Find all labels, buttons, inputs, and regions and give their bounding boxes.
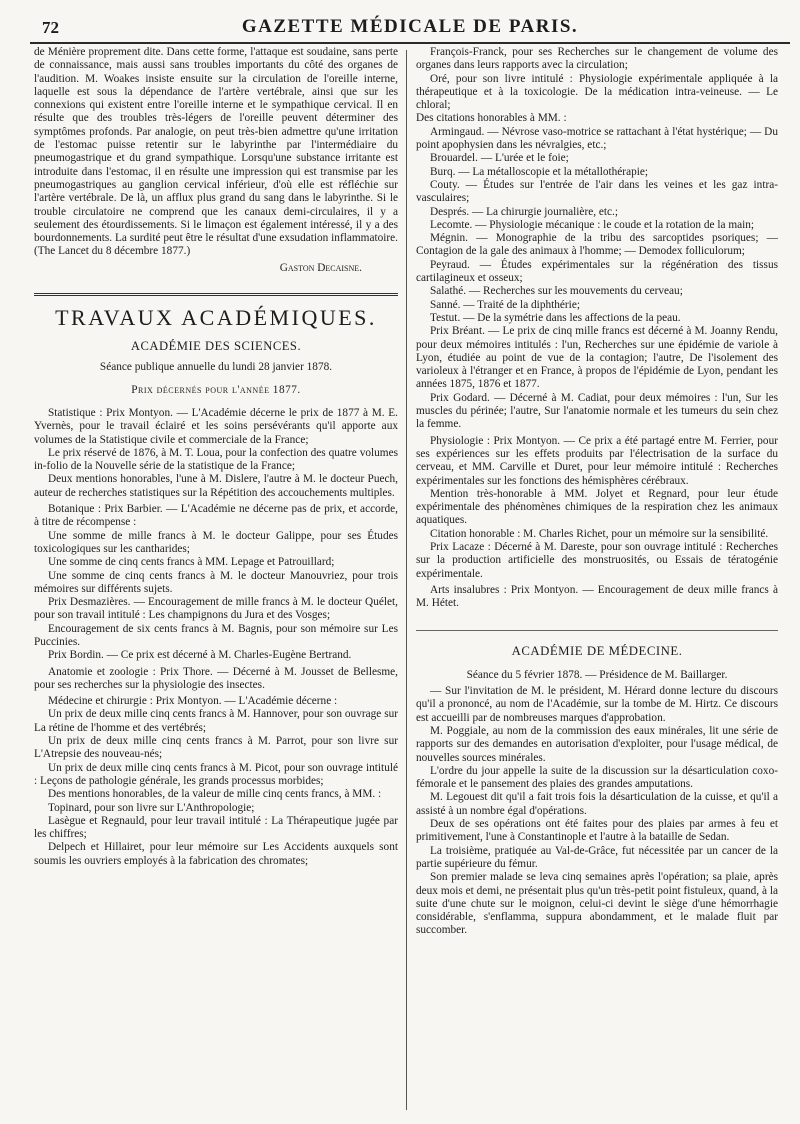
prize-paragraph: Citation honorable : M. Charles Richet, pour un mémoire sur la sensibilité.	[430, 527, 769, 540]
prize-paragraph: Une somme de mille francs à M. le docteur Galippe, pour ses Études toxicologiques sur les cantharides;	[34, 529, 398, 555]
proceedings-paragraph: L'ordre du jour appelle la suite de la discussion sur la désarticulation coxo-fémorale et le pansement des plaies des grandes amputations.	[416, 764, 778, 791]
prize-medecine: Médecine et chirurgie : Prix Montyon. — L'Académie décerne :	[48, 695, 338, 708]
prize-paragraph: François-Franck, pour ses Recherches sur le changement de volume des organes dans leurs rapports avec la circulation;	[416, 46, 778, 72]
proceedings-paragraph: La troisième, pratiquée au Val-de-Grâce, fut nécessitée par un cancer de la partie supérieure du fémur.	[416, 844, 778, 870]
column-divider	[406, 50, 407, 1110]
citation-item: Mégnin. — Monographie de la tribu des sarcoptides psoriques; — Contagion de la gale des animaux à l'homme; — Demodex folliculorum;	[416, 232, 778, 258]
proceedings-paragraph: Deux de ses opérations ont été faites pour des plaies par armes à feu et primitivement, l'une à Constantinople et l'autre à la bataille de Sedan.	[416, 818, 778, 844]
proceedings-paragraph: M. Legouest dit qu'il a fait trois fois la désarticulation de la cuisse, et qu'il a assisté à un nombre égal d'opérations.	[416, 791, 778, 817]
prize-paragraph: Le prix réservé de 1876, à M. T. Loua, pour la confection des quatre volumes in-folio de la Nouvelle série de la statistique de la France;	[34, 446, 398, 473]
page-header	[30, 8, 790, 44]
citation-item: Lecomte. — Physiologie mécanique : le coude et la rotation de la main;	[430, 218, 755, 231]
prize-statistique: Statistique : Prix Montyon. — L'Académie décerne le prix de 1877 à M. E. Yvernès, pour le travail éclairé et les soins persévérants qu'il apporte aux volumes de la Statistique civile et commerciale de la France;	[34, 406, 398, 446]
prize-paragraph: Topinard, pour son livre sur L'Anthropologie;	[48, 801, 255, 814]
right-column	[416, 46, 778, 1116]
proceedings-paragraph: M. Poggiale, au nom de la commission des eaux minérales, lit une série de rapports sur des demandes en autorisation d'exploiter, pour l'usage médical, de nouvelles sources minérales.	[416, 724, 778, 764]
author-signature: Gaston Decaisne.	[279, 261, 362, 274]
citations-heading: Des citations honorables à MM. :	[416, 112, 567, 125]
session-line: Séance du 5 février 1878. — Présidence de M. Baillarger.	[466, 668, 728, 681]
citation-item: Armingaud. — Névrose vaso-motrice se rattachant à l'état hystérique; — Du point apophysien dans les névralgies, etc.;	[416, 125, 778, 152]
article-paragraph: de Ménière proprement dite. Dans cette forme, l'attaque est soudaine, sans perte de connaissance, mais aussi sans troubles importants du côté des organes de l'audition. M. Woakes insiste ensuite sur la circulation de l'oreille interne, laquelle est sous la dépendance de l'artère vertébrale, ainsi que sur les connexions qui existent entre l'oreille interne et le sympathique cervical. Il en résulte que des troubles très-légers de l'oreille peuvent déterminer des symptômes profonds. Par analogie, on peut très-bien admettre qu'une irritation de l'estomac puisse retentir sur le labyrinthe par l'intermédiaire du pneumogastrique et du grand sympathique. Lorsqu'une substance irritante est introduite dans l'estomac, il en résulte une impression qui est transmise par les pneumogastriques au ganglion cervical inférieur, d'où elle est réfléchie sur l'artère vertébrale. De là, un afflux plus grand du sang dans le labyrinthe. Si le trouble circulatoire ne comprend que les canaux demi-circulaires, il y a seulement des étourdissements. Si le limaçon est également intéressé, il y a des bourdonnements. La surdité peut être le résultat d'une exsudation inflammatoire. (The Lancet du 8 décembre 1877.)	[34, 46, 398, 258]
citation-item: Sanné. — Traité de la diphthérie;	[430, 298, 580, 311]
citation-item: Brouardel. — L'urée et le foie;	[430, 152, 569, 165]
citation-item: Salathé. — Recherches sur les mouvements du cerveau;	[430, 285, 683, 298]
prize-paragraph: Un prix de deux mille cinq cents francs à M. Picot, pour son ouvrage intitulé : Leçons de pathologie générale, les grands processus morbides;	[34, 761, 398, 787]
prize-paragraph: Deux mentions honorables, l'une à M. Dislere, l'autre à M. le docteur Puech, auteur de recherches statistiques sur la Répétition des accouchements multiples.	[34, 473, 398, 499]
section-divider	[416, 630, 778, 631]
prize-paragraph: Une somme de cinq cents francs à M. le docteur Manouvriez, pour trois mémoires sur différents sujets.	[34, 569, 398, 595]
prize-anatomie: Anatomie et zoologie : Prix Thore. — Décerné à M. Jousset de Bellesme, pour ses recherches sur la physiologie des insectes.	[34, 665, 398, 691]
session-line: Séance publique annuelle du lundi 28 janvier 1878.	[99, 361, 333, 374]
section-title: TRAVAUX ACADÉMIQUES.	[34, 293, 398, 330]
prize-arts-insalubres: Arts insalubres : Prix Montyon. — Encouragement de deux mille francs à M. Hétet.	[416, 583, 778, 610]
prize-botanique: Botanique : Prix Barbier. — L'Académie ne décerne pas de prix, et accorde, à titre de récompense :	[34, 503, 398, 529]
prize-godard: Prix Godard. — Décerné à M. Cadiat, pour deux mémoires : l'un, Sur les muscles du périnée; l'autre, Sur l'anatomie normale et les tumeurs du sein chez la femme.	[416, 391, 778, 431]
prize-paragraph: Un prix de deux mille cinq cents francs à M. Hannover, pour son ouvrage sur La rétine de l'homme et des vertébrés;	[34, 708, 398, 734]
proceedings-paragraph: — Sur l'invitation de M. le président, M. Hérard donne lecture du discours qu'il a prononcé, au nom de l'Académie, sur la tombe de M. Hirtz. Ce discours est accueilli par de nombreuses marques d'approbation.	[416, 685, 778, 724]
citation-item: Burq. — La métalloscopie et la métallothérapie;	[430, 165, 649, 178]
prize-desmazieres: Prix Desmazières. — Encouragement de mille francs à M. le docteur Quélet, pour son travail intitulé : Les champignons du Jura et des Vosges;	[34, 596, 398, 622]
prize-paragraph: Oré, pour son livre intitulé : Physiologie expérimentale appliquée à la thérapeutique et à la toxicologie. De la médication intra-veineuse. — Le chloral;	[416, 72, 778, 112]
academy-heading: ACADÉMIE DES SCIENCES.	[130, 339, 302, 354]
citation-item: Testut. — De la symétrie dans les affections de la peau.	[430, 311, 681, 324]
prize-paragraph: Delpech et Hillairet, pour leur mémoire sur Les Accidents auxquels sont soumis les ouvriers employés à la fabrication des chromates;	[34, 841, 398, 867]
prize-paragraph: Un prix de deux mille cinq cents francs à M. Parrot, pour son livre sur L'Atrepsie des nouveau-nés;	[34, 735, 398, 761]
prize-breant: Prix Bréant. — Le prix de cinq mille francs est décerné à M. Joanny Rendu, pour deux mémoires intitulés : l'un, Recherches sur une épidémie de variole à Lyon, étudiée au point de vue de la contagion; l'autre, De l'isolement des varioleux à l'étranger et en France, à propos de l'épidémie de Lyon, pendant les années 1875, 1876 et 1877.	[416, 325, 778, 391]
prizes-heading: Prix décernés pour l'année 1877.	[131, 383, 301, 396]
prize-paragraph: Une somme de cinq cents francs à MM. Lepage et Patrouillard;	[48, 556, 335, 569]
citation-item: Després. — La chirurgie journalière, etc.;	[430, 205, 618, 218]
running-title: GAZETTE MÉDICALE DE PARIS.	[241, 16, 579, 37]
left-column	[34, 46, 398, 1116]
page-number: 72	[42, 18, 59, 37]
prize-paragraph: Mention très-honorable à MM. Jolyet et Regnard, pour leur étude expérimentale des phénomènes chimiques de la respiration chez les animaux aquatiques.	[416, 487, 778, 527]
prize-physiologie: Physiologie : Prix Montyon. — Ce prix a été partagé entre M. Ferrier, pour ses expériences sur les effets produits par l'électrisation de la surface du cerveau, et MM. Carville et Duret, pour leur mémoire intitulé : Recherches expérimentales sur les fonctions des hémisphères cérébraux.	[416, 434, 778, 487]
proceedings-paragraph: Son premier malade se leva cinq semaines après l'opération; sa plaie, après deux mois et demi, ne présentait plus qu'un très-petit point fistuleux, quand, à la suite d'une chute sur le moignon, celui-ci devint le siège d'une hémorrhagie considérable, s'enflamma, suppura abondamment, et le malade fluit par succomber.	[416, 871, 778, 937]
prize-bordin: Prix Bordin. — Ce prix est décerné à M. Charles-Eugène Bertrand.	[48, 649, 352, 662]
academy-heading: ACADÉMIE DE MÉDECINE.	[511, 644, 683, 659]
prize-lacaze: Prix Lacaze : Décerné à M. Dareste, pour son ouvrage intitulé : Recherches sur la production artificielle des monstruosités, ou Essais de tératogénie expérimentale.	[416, 540, 778, 580]
prize-paragraph: Encouragement de six cents francs à M. Bagnis, pour son mémoire sur Les Puccinies.	[34, 622, 398, 648]
citation-item: Peyraud. — Études expérimentales sur la régénération des tissus cartilagineux et osseux;	[416, 258, 778, 285]
prize-paragraph: Des mentions honorables, de la valeur de mille cinq cents francs, à MM. :	[48, 788, 382, 801]
prize-paragraph: Lasègue et Regnauld, pour leur travail intitulé : La Thérapeutique jugée par les chiffres;	[34, 814, 398, 841]
citation-item: Couty. — Études sur l'entrée de l'air dans les veines et les gaz intra-vasculaires;	[416, 178, 778, 205]
